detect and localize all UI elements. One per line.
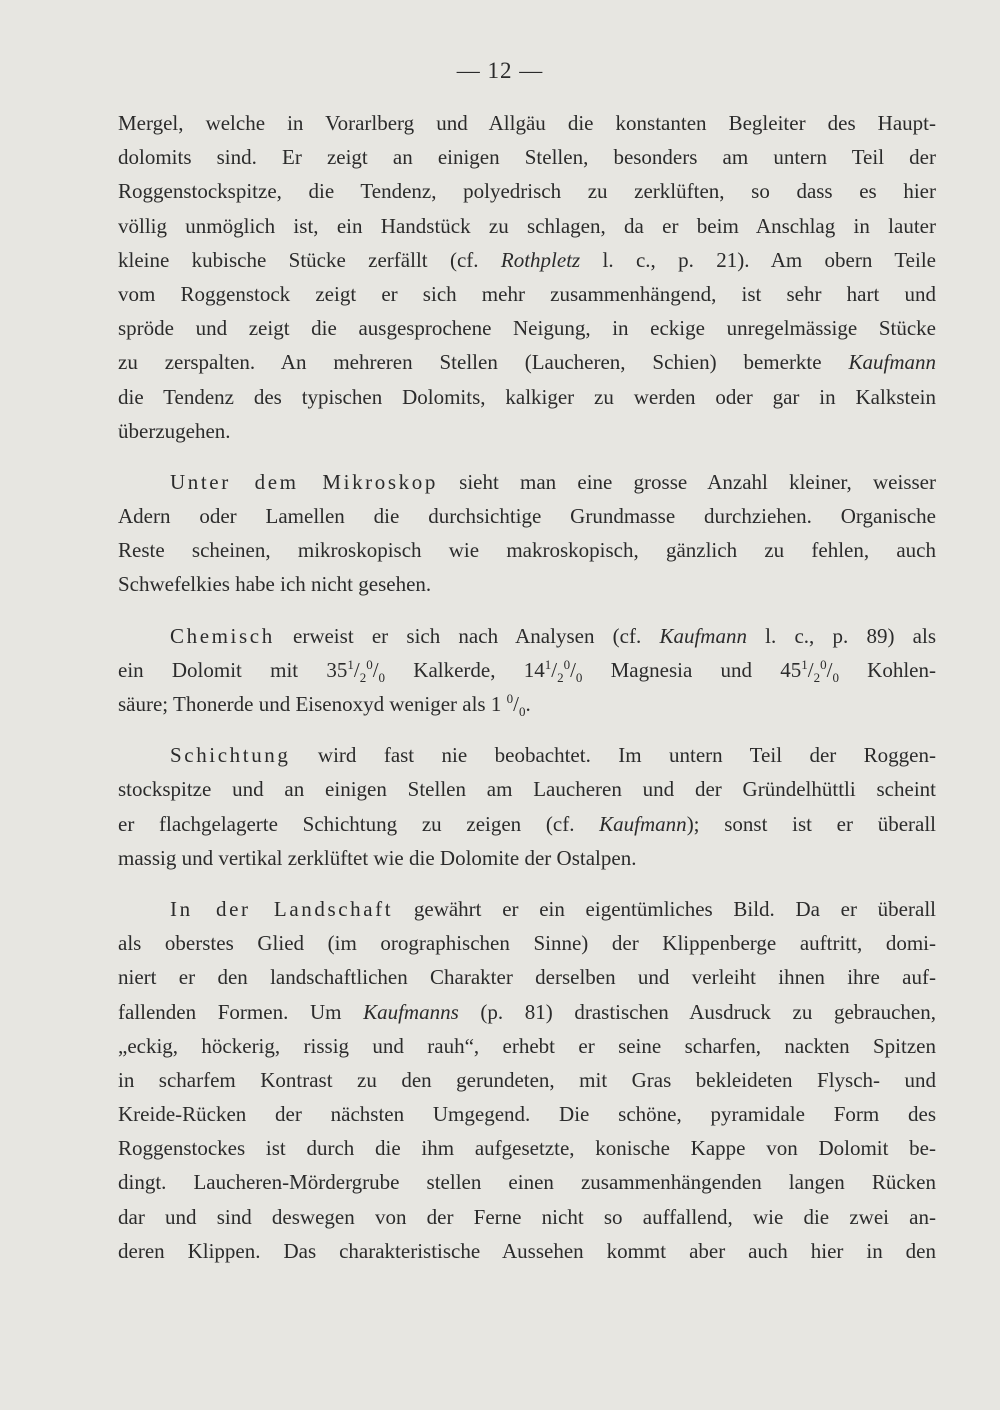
text-run: wird fast nie beobachtet. Im untern Teil der Roggen- xyxy=(290,743,936,768)
percent-bottom: 0 xyxy=(575,670,583,685)
author-name: Rothpletz xyxy=(500,247,581,272)
spaced-heading: Chemisch xyxy=(170,623,275,648)
text-run: l. c., p. 21). Am obern Teile xyxy=(580,247,936,272)
text-line: vom Roggenstock zeigt er sich mehr zusammenhängend, ist sehr hart und xyxy=(118,281,936,306)
text-line xyxy=(118,738,936,772)
page-number: — 12 — xyxy=(456,58,544,83)
author-name: Kaufmanns xyxy=(363,999,459,1024)
text-line: Adern oder Lamellen die durchsichtige Grundmasse durchziehen. Organische xyxy=(118,504,936,529)
text-line xyxy=(118,995,936,1029)
text-line xyxy=(118,807,936,841)
text-run: er flachgelagerte Schichtung zu zeigen (cf. xyxy=(118,811,600,836)
percent-slash: / xyxy=(570,657,576,682)
fraction-numerator: 1 xyxy=(801,656,808,672)
paragraph-stratification xyxy=(118,738,936,875)
fraction-denominator: 2 xyxy=(359,670,367,685)
text-run: Kalkerde, 14 xyxy=(385,657,545,682)
author-name: Kaufmann xyxy=(659,623,747,648)
paragraph-chemistry xyxy=(118,619,936,722)
text-line: spröde und zeigt die ausgesprochene Neigung, in eckige unregelmässige Stücke xyxy=(118,316,936,341)
text-line xyxy=(118,619,936,653)
text-run: kleine kubische Stücke zerfällt (cf. xyxy=(118,247,501,272)
paragraph-landscape xyxy=(118,892,936,1268)
text-run: fallenden Formen. Um xyxy=(118,999,364,1024)
percent-slash: / xyxy=(826,657,833,682)
text-line: Roggenstockspitze, die Tendenz, polyedrisch zu zerklüften, so dass es hier xyxy=(118,179,936,204)
author-name: Kaufmann xyxy=(848,350,936,375)
text-run: l. c., p. 89) als xyxy=(746,623,936,648)
fraction-numerator: 1 xyxy=(544,656,552,672)
text-run: säure; Thonerde und Eisenoxyd weniger als 1 xyxy=(118,692,507,716)
fraction-slash: / xyxy=(551,657,558,682)
text-line xyxy=(118,243,936,277)
percent-top: 0 xyxy=(820,656,827,672)
fraction-numerator: 1 xyxy=(347,656,354,672)
text-run: gewährt er ein eigentümliches Bild. Da er überall xyxy=(393,896,936,921)
fraction-denominator: 2 xyxy=(813,670,821,685)
percent-bottom: 0 xyxy=(832,670,839,685)
spaced-heading: In der Landschaft xyxy=(170,896,394,921)
text-line: die Tendenz des typischen Dolomits, kalkiger zu werden oder gar in Kalkstein xyxy=(118,384,936,409)
paragraph-microscope xyxy=(118,465,936,602)
text-line: dolomits sind. Er zeigt an einigen Stellen, besonders am untern Teil der xyxy=(118,145,936,170)
author-name: Kaufmann xyxy=(599,811,687,836)
fraction-slash: / xyxy=(807,657,814,682)
text-run: ); sonst ist er überall xyxy=(686,811,936,836)
text-line: dar und sind deswegen von der Ferne nicht so auffallend, wie die zwei an- xyxy=(118,1204,936,1229)
text-run: erweist er sich nach Analysen (cf. xyxy=(274,623,660,648)
text-run: . xyxy=(525,692,531,716)
text-run: (p. 81) drastischen Ausdruck zu gebrauchen, xyxy=(458,999,937,1024)
text-run: zu zerspalten. An mehreren Stellen (Laucheren, Schien) bemerkte xyxy=(118,350,849,375)
spaced-heading: Unter dem Mikroskop xyxy=(170,469,438,494)
percent-slash: / xyxy=(513,692,519,716)
percent-top: 0 xyxy=(563,656,571,672)
percent-bottom: 0 xyxy=(378,670,386,685)
body-text xyxy=(118,106,936,1268)
text-line: als oberstes Glied (im orographischen Sinne) der Klippenberge auftritt, domi- xyxy=(118,931,936,956)
text-line: völlig unmöglich ist, ein Handstück zu schlagen, da er beim Anschlag in lauter xyxy=(118,213,936,238)
text-line xyxy=(118,687,936,721)
percent-top: 0 xyxy=(366,656,373,672)
text-line: in scharfem Kontrast zu den gerundeten, mit Gras bekleideten Flysch- und xyxy=(118,1067,936,1092)
fraction-slash: / xyxy=(353,657,360,682)
text-line: Mergel, welche in Vorarlberg und Allgäu die konstanten Begleiter des Haupt- xyxy=(118,111,936,135)
text-run: sieht man eine grosse Anzahl kleiner, weisser xyxy=(437,469,936,494)
text-run: Kohlen- xyxy=(838,657,936,682)
text-line: stockspitze und an einigen Stellen am Laucheren und der Gründelhüttli scheint xyxy=(118,777,936,802)
percent-slash: / xyxy=(372,657,379,682)
text-line: Reste scheinen, mikroskopisch wie makroskopisch, gänzlich zu fehlen, auch xyxy=(118,538,936,563)
text-line: „eckig, höckerig, rissig und rauh“, erhebt er seine scharfen, nackten Spitzen xyxy=(118,1033,936,1058)
text-run: ein Dolomit mit 35 xyxy=(118,657,348,682)
text-line xyxy=(118,465,936,499)
percent-top: 0 xyxy=(506,691,514,706)
text-line: Roggenstockes ist durch die ihm aufgesetzte, konische Kappe von Dolomit be- xyxy=(118,1136,936,1161)
paragraph-dolomite-description xyxy=(118,106,936,448)
percent-bottom: 0 xyxy=(518,704,526,720)
text-line: deren Klippen. Das charakteristische Aussehen kommt aber auch hier in den xyxy=(118,1238,936,1263)
text-line: niert er den landschaftlichen Charakter derselben und verleiht ihnen ihre auf- xyxy=(118,965,936,990)
spaced-heading: Schichtung xyxy=(170,743,291,768)
text-line xyxy=(118,892,936,926)
text-run: Magnesia und 45 xyxy=(582,657,802,682)
text-line: Kreide-Rücken der nächsten Umgegend. Die schöne, pyramidale Form des xyxy=(118,1102,936,1127)
text-line: überzugehen. xyxy=(118,418,231,443)
text-line: Schwefelkies habe ich nicht gesehen. xyxy=(118,572,432,597)
fraction-denominator: 2 xyxy=(557,670,564,685)
text-line xyxy=(118,345,936,379)
text-line xyxy=(118,653,936,687)
text-line: dingt. Laucheren-Mördergrube stellen einen zusammenhängenden langen Rücken xyxy=(118,1170,936,1195)
text-line: massig und vertikal zerklüftet wie die Dolomite der Ostalpen. xyxy=(118,845,637,870)
